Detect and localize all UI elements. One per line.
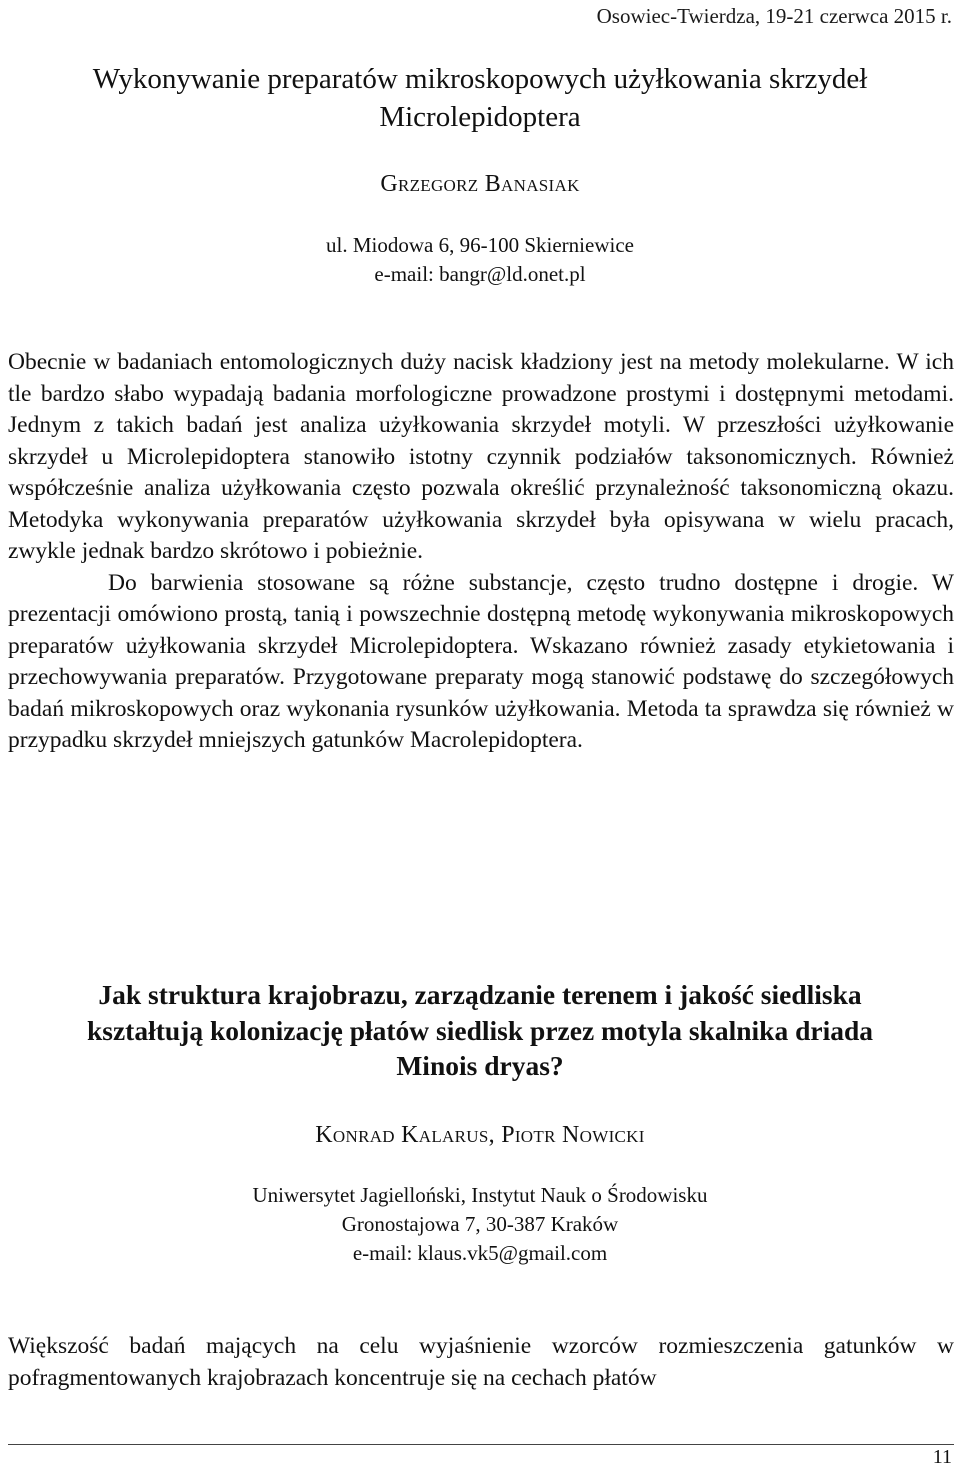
article-title-line: Microlepidoptera: [379, 101, 581, 133]
article-title: [0, 977, 960, 1084]
article-authors: Konrad Kalarus, Piotr Nowicki: [315, 1122, 645, 1148]
email-line: e-mail: klaus.vk5@gmail.com: [352, 1241, 608, 1265]
page-number: 11: [932, 1446, 952, 1468]
article-title-line: Wykonywanie preparatów mikroskopowych użyłkowania skrzydeł: [92, 63, 868, 95]
article-abstract: [8, 1330, 954, 1394]
article-title: [0, 60, 960, 136]
abstract-paragraph: Do barwienia stosowane są różne substancje, często trudno dostępne i drogie. W prezentacji omówiono prostą, tanią i powszechnie dostępną metodę wykonywania mikroskopowych preparatów użyłkowania skrzydeł Microlepidoptera. Wskazano również zasady etykietowania i przechowywania preparatów. Przygotowane preparaty mogą stanowić podstawę do szczegółowych badań mikroskopowych oraz wykonania rysunków użyłkowania. Metoda ta sprawdza się również w przypadku skrzydeł mniejszych gatunków Macrolepidoptera.: [8, 569, 954, 753]
article-author: Grzegorz Banasiak: [380, 171, 580, 197]
article-title-line: Minois dryas?: [396, 1050, 564, 1081]
address-line: ul. Miodowa 6, 96-100 Skierniewice: [326, 233, 634, 257]
footer-rule: [8, 1444, 954, 1445]
article-abstract: [8, 347, 954, 757]
running-header: Osowiec-Twierdza, 19-21 czerwca 2015 r.: [596, 4, 952, 28]
email-line: e-mail: bangr@ld.onet.pl: [374, 262, 586, 286]
abstract-paragraph: Większość badań mających na celu wyjaśnienie wzorców rozmieszczenia gatunków w pofragmentowanych krajobrazach koncentruje się na cechach płatów: [8, 1333, 954, 1391]
address-line: Uniwersytet Jagielloński, Instytut Nauk o Środowisku: [252, 1183, 708, 1207]
author-address: [0, 231, 960, 289]
author-address: [0, 1181, 960, 1268]
article-title-line: kształtują kolonizację płatów siedlisk przez motyla skalnika driada: [86, 1014, 874, 1046]
article-title-line: Jak struktura krajobrazu, zarządzanie terenem i jakość siedliska: [98, 979, 862, 1010]
abstract-paragraph: Obecnie w badaniach entomologicznych duży nacisk kładziony jest na metody molekularne. W ich tle bardzo słabo wypadają badania morfologiczne prowadzone prostymi i dostępnymi metodami. Jednym z takich badań jest analiza użyłkowania skrzydeł motyli. W przeszłości użyłkowanie skrzydeł u Microlepidoptera stanowiło istotny czynnik podziałów taksonomicznych. Również współcześnie analiza użyłkowania często pozwala określić przynależność taksonomiczną okazu. Metodyka wykonywania preparatów użyłkowania skrzydeł była opisywana w wielu pracach, zwykle jednak bardzo skrótowo i pobieżnie.: [8, 349, 954, 564]
address-line: Gronostajowa 7, 30-387 Kraków: [341, 1212, 619, 1236]
